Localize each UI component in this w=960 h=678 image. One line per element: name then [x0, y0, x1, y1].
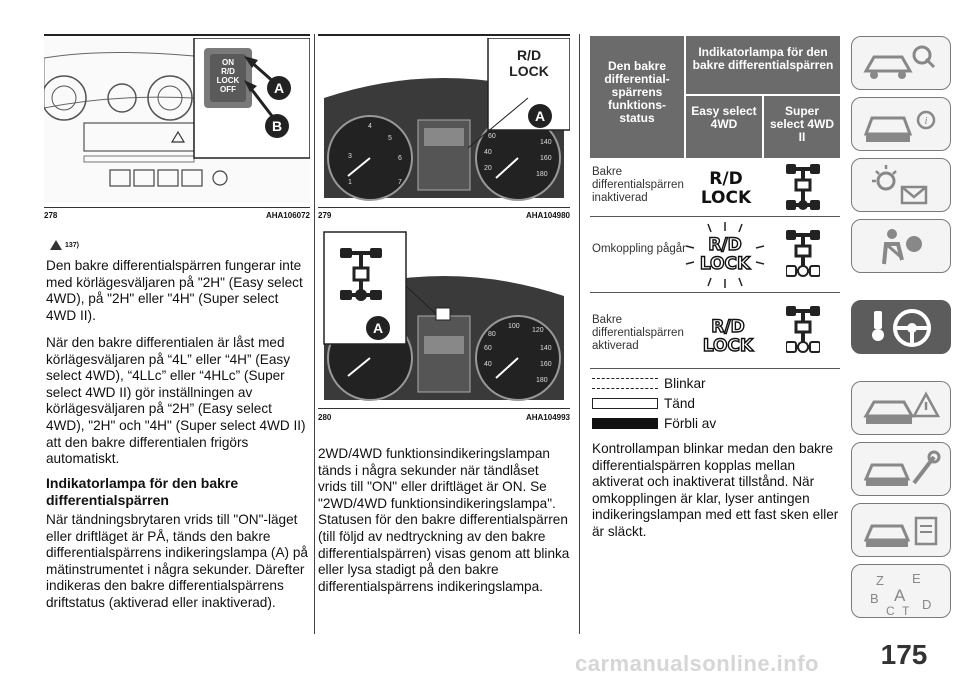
figure-278-caption — [44, 211, 310, 220]
side-tab-safety[interactable] — [851, 219, 951, 273]
svg-text:A: A — [534, 108, 546, 124]
svg-text:A: A — [894, 586, 906, 605]
car-info-icon — [852, 37, 952, 91]
svg-text:1: 1 — [348, 179, 352, 186]
svg-text:B: B — [271, 118, 283, 134]
car-front-info-icon — [852, 98, 952, 152]
column-divider — [579, 34, 580, 634]
rd-lock-text: R/D LOCK — [702, 317, 754, 356]
figure-280-cluster — [318, 226, 570, 404]
svg-text:LOCK: LOCK — [509, 63, 549, 79]
svg-text:180: 180 — [536, 377, 548, 384]
car-wrench-icon — [852, 443, 952, 497]
paragraph: Den bakre differentialspärren fungerar inte med körlägesväljaren på "2H" (Easy select 4WD), på "2H" eller "4H" (Super select 4WD II). — [46, 258, 303, 323]
rd-lock-text: R/D LOCK — [700, 169, 752, 208]
svg-text:E: E — [912, 571, 921, 586]
svg-text:100: 100 — [508, 323, 520, 330]
warning-note-ref — [50, 240, 79, 250]
svg-text:A: A — [372, 320, 384, 336]
table-row-label: Omkoppling pågår — [592, 243, 686, 255]
table-header-easy-select: Easy select 4WD — [686, 96, 762, 158]
section-heading: Indikatorlampa för den bakre differentialspärren — [46, 475, 239, 508]
figure-number: 280 — [318, 413, 332, 422]
legend-label: Blinkar — [664, 376, 706, 391]
warning-triangle-icon — [50, 240, 62, 250]
dashboard-switch-illustration — [44, 38, 310, 203]
svg-text:B: B — [870, 591, 879, 606]
column-divider — [314, 34, 315, 634]
off-swatch — [592, 418, 658, 429]
table-header-indicator: Indikatorlampa för den bakre differentialspärren — [686, 36, 840, 94]
on-swatch — [592, 398, 658, 409]
svg-text:ON: ON — [222, 58, 234, 67]
rd-lock-text-outline: R/D LOCK — [699, 235, 751, 274]
figure-number: 278 — [44, 211, 58, 220]
legend-label: Tänd — [664, 396, 695, 411]
figure-caption-rule — [44, 207, 310, 208]
figure-caption-rule — [318, 408, 570, 409]
svg-text:LOCK: LOCK — [216, 76, 240, 85]
top-rule — [44, 34, 310, 36]
paragraph: 2WD/4WD funktionsindikeringslampan tänds i några sekunder när tändlåset vrids till "ON" eller driftläget är ON. Se "2WD/4WD funktionsindikeringslampa". Statusen för den bakre differentialspärren (till följd av nedtryckning av den bakre differentialspärren) visas genom att blinka eller lysa stadigt på den bakre differentialspärrens indikeringslampa. — [318, 446, 570, 594]
svg-text:T: T — [902, 604, 910, 618]
warning-light-message-icon — [852, 159, 952, 213]
side-tab-warning-lights[interactable] — [851, 158, 951, 212]
figure-280-caption — [318, 413, 570, 422]
alphabet-index-icon — [852, 565, 952, 619]
svg-text:R/D: R/D — [516, 47, 542, 63]
svg-text:A: A — [273, 80, 285, 96]
drivetrain-icon-off — [786, 164, 820, 212]
seatbelt-airbag-icon — [852, 220, 952, 274]
side-tab-vehicle-info[interactable] — [851, 97, 951, 151]
blink-swatch — [592, 378, 658, 389]
table-row-label: Bakre differentialspärren aktiverad — [592, 314, 684, 352]
table-row-divider — [590, 216, 840, 217]
watermark: carmanualsonline.info — [575, 651, 819, 676]
paragraph: När tändningsbrytaren vrids till "ON"-läget eller driftläget är PÅ, tänds den bakre differentialspärrens indikeringslampa (A) på mätinstrumentet i några sekunder. Därefter indikeras den bakre differentialspärrens driftstatus (aktiverad eller inaktiverad). — [46, 512, 308, 610]
side-tab-driving[interactable] — [851, 300, 951, 354]
svg-text:180: 180 — [536, 171, 548, 178]
paragraph: Kontrollampan blinkar medan den bakre differentialspärren kopplas mellan aktiverat och inaktiverat tillstånd. När omkopplingen är klar, lyser antingen indikeringslampan med ett fast sken eller är släckt. — [592, 441, 839, 539]
table-header-status: Den bakre differential-spärrens funktions-status — [590, 36, 684, 158]
side-tab-vehicle-overview[interactable] — [851, 36, 951, 90]
steering-wheel-key-icon — [852, 301, 952, 355]
svg-text:80: 80 — [488, 331, 496, 338]
figure-278-dashboard-switch — [44, 38, 310, 203]
svg-text:5: 5 — [388, 135, 392, 142]
table-row-divider — [590, 368, 840, 369]
legend-label: Förbli av — [664, 416, 717, 431]
svg-text:60: 60 — [484, 345, 492, 352]
drivetrain-icon-blinking — [786, 230, 820, 278]
figure-number: 279 — [318, 211, 332, 220]
legend-off — [592, 416, 716, 431]
side-tab-emergency[interactable] — [851, 381, 951, 435]
top-rule — [318, 34, 570, 36]
svg-text:4: 4 — [368, 123, 372, 130]
legend-on — [592, 396, 695, 411]
car-warning-icon — [852, 382, 952, 436]
page-number: 175 — [880, 639, 928, 670]
figure-caption-rule — [318, 207, 570, 208]
figure-code: AHA104980 — [525, 211, 570, 220]
svg-text:D: D — [922, 597, 932, 612]
side-tab-index[interactable] — [851, 564, 951, 618]
rd-lock-lamp-blinking — [684, 222, 766, 288]
note-ref-text: 137) — [65, 241, 80, 249]
legend-blink — [592, 376, 706, 391]
figure-279-caption — [318, 211, 570, 220]
side-tab-specifications[interactable] — [851, 503, 951, 557]
svg-text:6: 6 — [398, 155, 402, 162]
svg-text:7: 7 — [398, 179, 402, 186]
car-specs-icon — [852, 504, 952, 558]
svg-text:20: 20 — [484, 165, 492, 172]
rd-lock-lamp-on — [690, 318, 766, 356]
svg-text:40: 40 — [484, 361, 492, 368]
table-row-divider — [590, 292, 840, 293]
table-header-super-select: Super select 4WD II — [764, 96, 840, 158]
figure-code: AHA104993 — [525, 413, 570, 422]
svg-text:3: 3 — [348, 153, 352, 160]
svg-text:C: C — [886, 604, 895, 618]
svg-text:Z: Z — [876, 573, 884, 588]
svg-text:60: 60 — [488, 133, 496, 140]
paragraph: När den bakre differentialen är låst med körlägesväljaren på “4L” eller “4H” (Easy select 4WD), “4LLc” eller “4HLc” (Super select 4WD II) gör inställningen av körlägesväljaren på “2H” (Easy select 4WD), "2H" och "4H" (Super select 4WD II) att den bakre differentialen frigörs automatiskt. — [46, 335, 306, 467]
table-row-label: Bakre differentialspärren inaktiverad — [592, 166, 684, 204]
instrument-cluster-illustration — [318, 226, 570, 404]
svg-text:i: i — [924, 115, 928, 127]
svg-text:R/D: R/D — [221, 67, 235, 76]
instrument-cluster-illustration — [318, 38, 570, 204]
side-tab-maintenance[interactable] — [851, 442, 951, 496]
figure-code: AHA106072 — [265, 211, 310, 220]
svg-text:160: 160 — [540, 155, 552, 162]
rd-lock-lamp-off — [688, 170, 764, 208]
svg-text:140: 140 — [540, 139, 552, 146]
drivetrain-icon-on — [786, 306, 820, 354]
svg-text:140: 140 — [540, 345, 552, 352]
figure-279-cluster — [318, 38, 570, 204]
svg-text:OFF: OFF — [220, 85, 236, 94]
svg-text:120: 120 — [532, 327, 544, 334]
svg-text:160: 160 — [540, 361, 552, 368]
svg-text:40: 40 — [484, 149, 492, 156]
